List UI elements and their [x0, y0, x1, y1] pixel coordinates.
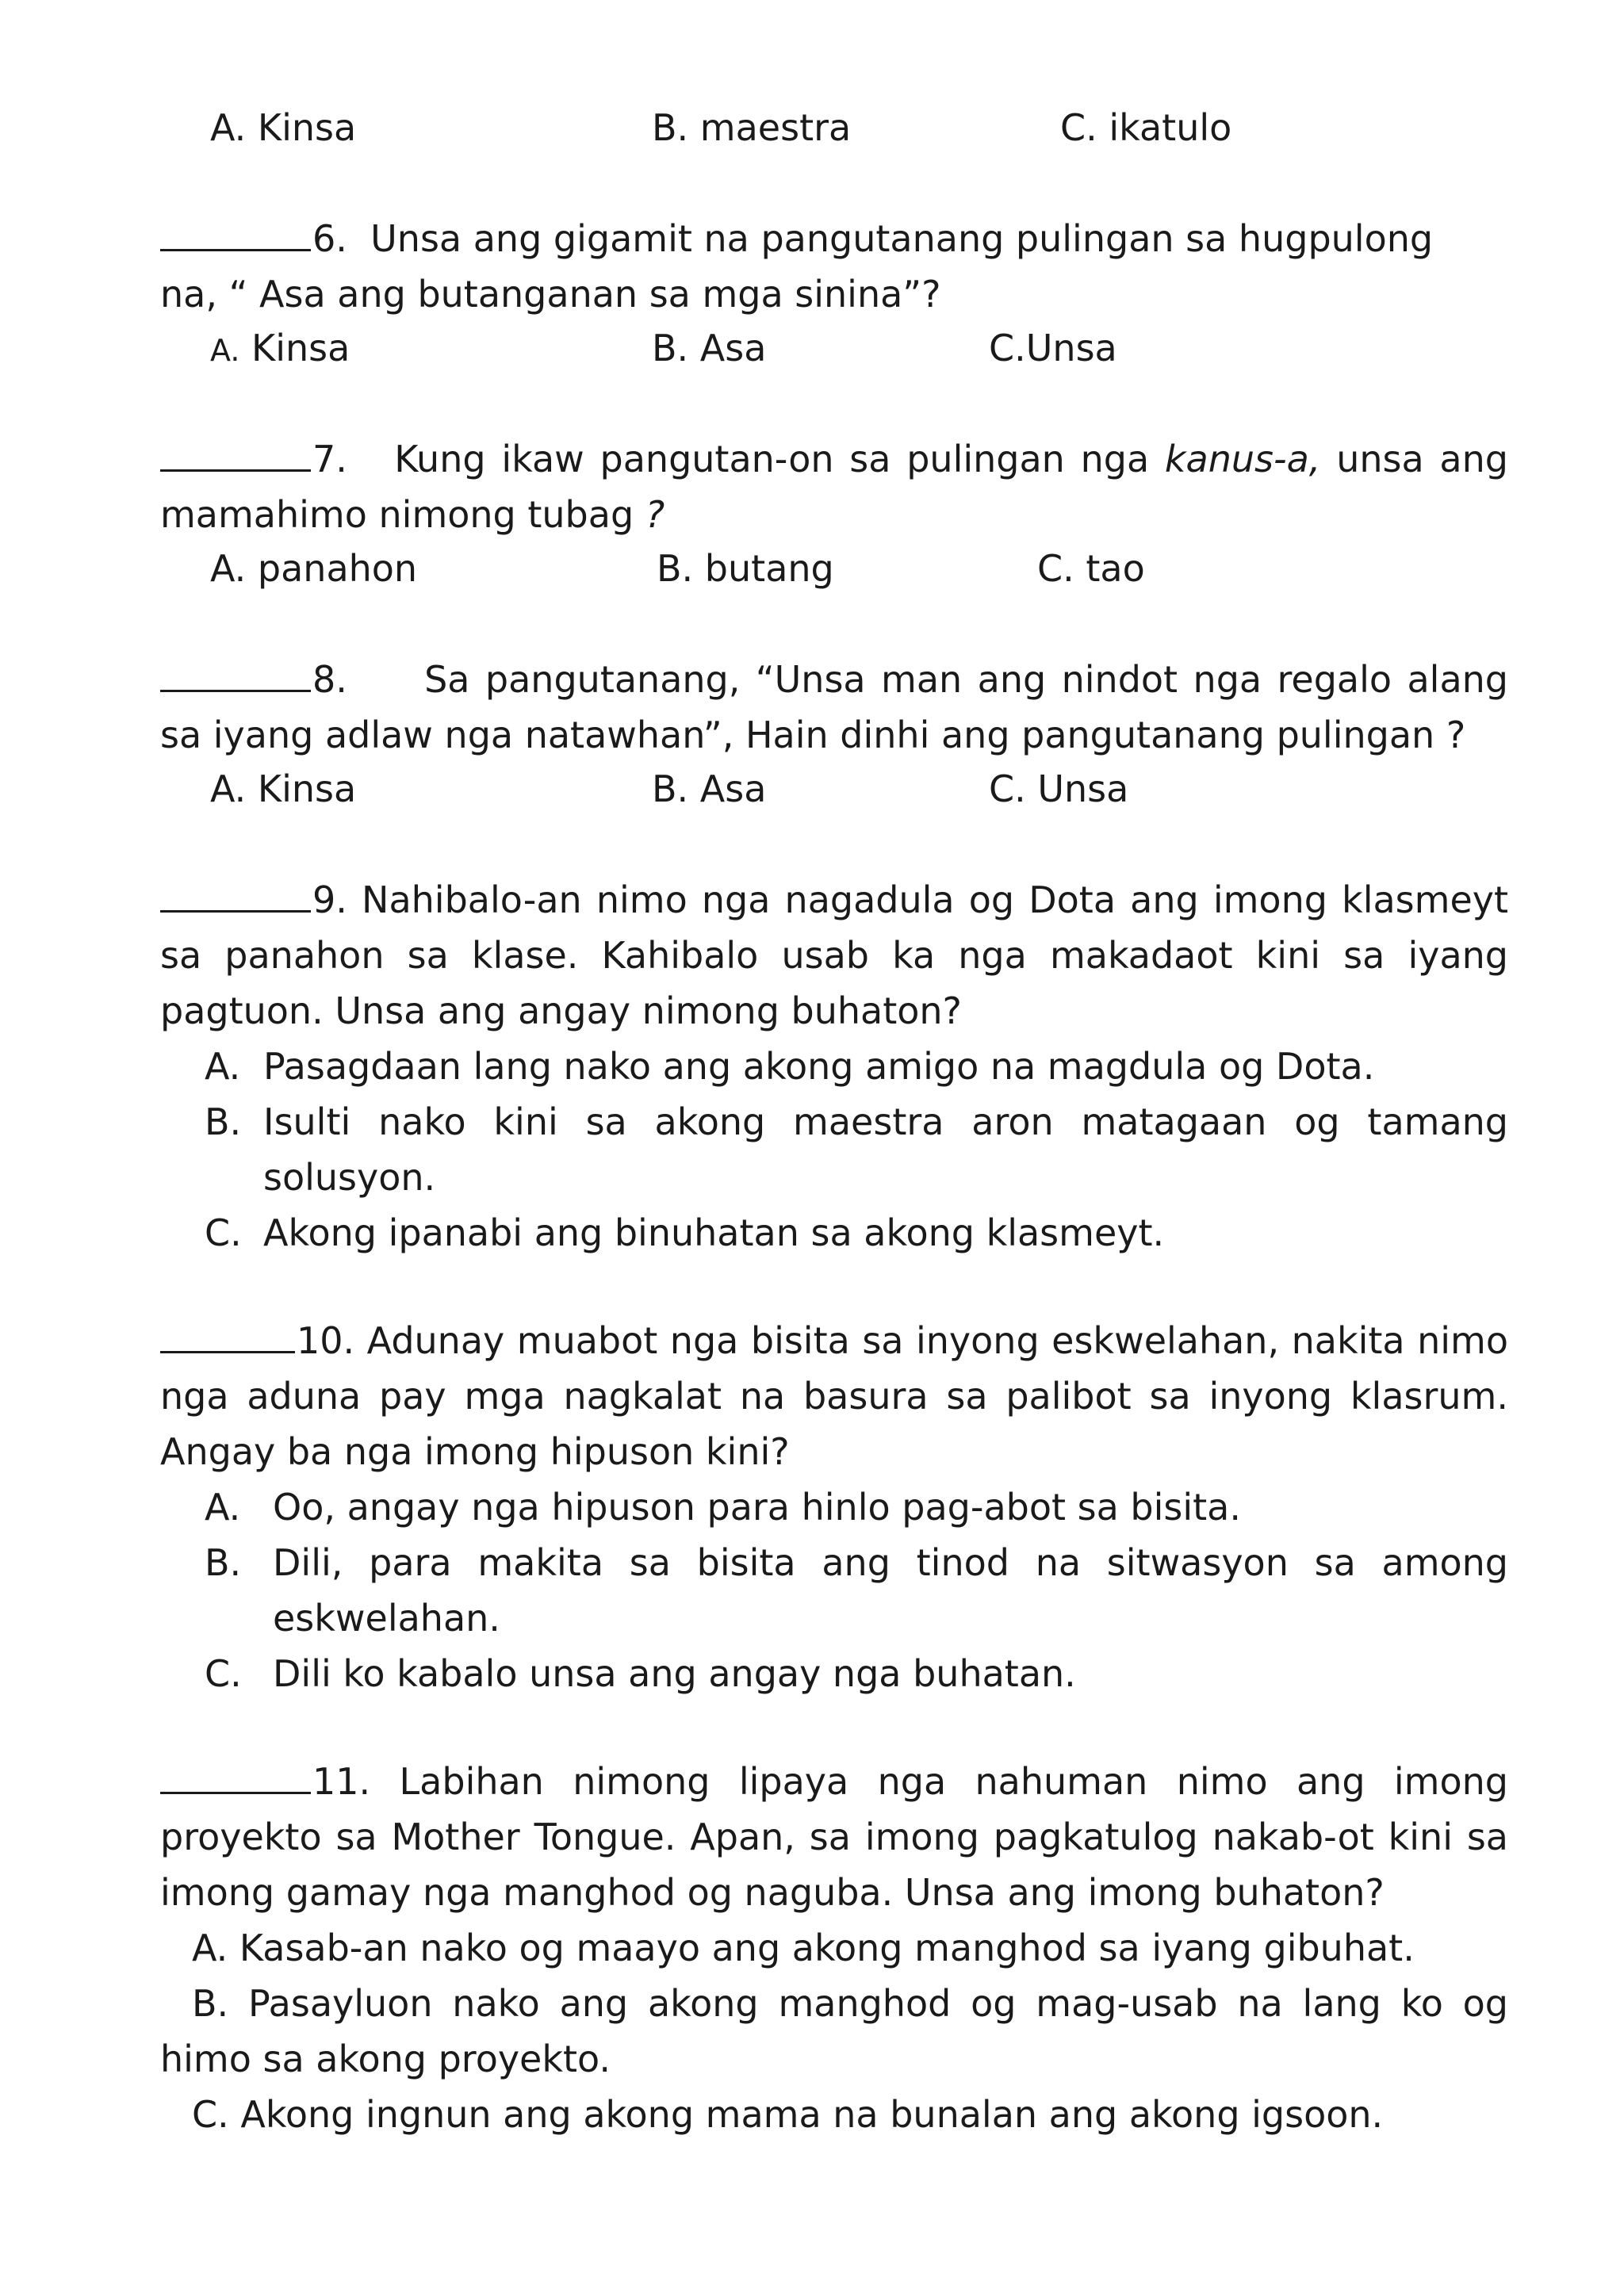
q9-option-c-letter: C.	[205, 1211, 242, 1254]
q10-option-a-text: Oo, angay nga hipuson para hinlo pag-abot sa bisita.	[273, 1486, 1241, 1529]
q10-text-line1: Adunay muabot nga bisita sa inyong eskwelahan, nakita nimo	[366, 1319, 1508, 1362]
q10-number: 10.	[297, 1319, 355, 1362]
q9-line1	[160, 872, 1508, 928]
q11-line1	[160, 1754, 1508, 1809]
q9-option-c-text: Akong ipanabi ang binuhatan sa akong klasmeyt.	[263, 1211, 1165, 1254]
q9-option-a-letter: A.	[205, 1045, 241, 1088]
q10-option-b-text2: eskwelahan.	[273, 1597, 500, 1640]
q8-text-line2: sa iyang adlaw nga natawhan”, Hain dinhi ang pangutanang pulingan ?	[160, 714, 1466, 756]
q8-option-a: A. Kinsa	[210, 767, 357, 810]
answer-blank[interactable]	[160, 1760, 311, 1794]
q8-option-c: C. Unsa	[989, 767, 1129, 810]
q6-option-a	[210, 320, 350, 378]
q10-option-b-text1: Dili, para makita sa bisita ang tinod na sitwasyon sa among	[273, 1541, 1508, 1584]
q7-line1	[160, 431, 1508, 487]
q7-option-c: C. tao	[1037, 547, 1145, 590]
q7-number: 7.	[312, 438, 347, 480]
q9-option-a-text: Pasagdaan lang nako ang akong amigo na magdula og Dota.	[263, 1045, 1375, 1088]
q11-text-line1: Labihan nimong lipaya nga nahuman nimo ang imong	[399, 1760, 1508, 1803]
q10-option-c-text: Dili ko kabalo unsa ang angay nga buhatan.	[273, 1652, 1076, 1695]
q7-text-pre: Kung ikaw pangutan-on sa pulingan nga	[394, 438, 1150, 480]
q10-option-b-letter: B.	[205, 1541, 242, 1584]
q11-option-c: C. Akong ingnun ang akong mama na bunalan ang akong igsoon.	[192, 2093, 1384, 2136]
q6-option-c: C.Unsa	[989, 327, 1117, 369]
q10-line1	[160, 1313, 1508, 1368]
q10-text-line3: Angay ba nga imong hipuson kini?	[160, 1430, 790, 1473]
q6-option-a-text: Kinsa	[251, 327, 350, 369]
q9-text-line3: pagtuon. Unsa ang angay nimong buhaton?	[160, 989, 962, 1032]
q9-option-b-text1: Isulti nako kini sa akong maestra aron matagaan og tamang	[263, 1100, 1508, 1143]
q9-text-line2: sa panahon sa klase. Kahibalo usab ka nga makadaot kini sa iyang	[160, 934, 1508, 977]
q7-text-post: unsa ang	[1336, 438, 1508, 480]
q11-option-b-line1: B. Pasayluon nako ang akong manghod og mag-usab na lang ko og	[192, 1982, 1508, 2025]
q6-option-a-letter: A.	[210, 333, 240, 368]
q6-text-line1: Unsa ang gigamit na pangutanang pulingan sa hugpulong	[370, 217, 1434, 260]
q10-option-c-letter: C.	[205, 1652, 242, 1695]
q10-text-line2: nga aduna pay mga nagkalat na basura sa palibot sa inyong klasrum.	[160, 1375, 1508, 1418]
q9-text-line1: Nahibalo-an nimo nga nagadula og Dota ang imong klasmeyt	[362, 878, 1509, 921]
q11-text-line2: proyekto sa Mother Tongue. Apan, sa imong pagkatulog nakab-ot kini sa	[160, 1816, 1508, 1858]
q8-line1	[160, 652, 1508, 707]
q10-option-a-letter: A.	[205, 1486, 241, 1529]
q5-option-c: C. ikatulo	[1060, 106, 1232, 149]
q8-text-line1: Sa pangutanang, “Unsa man ang nindot nga regalo alang	[424, 658, 1508, 701]
q11-option-a: A. Kasab-an nako og maayo ang akong manghod sa iyang gibuhat.	[192, 1927, 1415, 1969]
q6-option-b: B. Asa	[652, 327, 767, 369]
q6-line1	[160, 211, 1433, 266]
q5-option-b: B. maestra	[652, 106, 852, 149]
q5-option-a: A. Kinsa	[210, 106, 357, 149]
q7-question-mark: ?	[645, 493, 665, 536]
q7-text-line2	[160, 487, 665, 542]
q11-option-b-line2: himo sa akong proyekto.	[160, 2038, 611, 2080]
q7-option-a: A. panahon	[210, 547, 418, 590]
q11-number: 11.	[312, 1760, 371, 1803]
answer-blank[interactable]	[160, 658, 311, 692]
answer-blank[interactable]	[160, 217, 311, 251]
q9-option-b-letter: B.	[205, 1100, 242, 1143]
q8-number: 8.	[312, 658, 347, 701]
answer-blank[interactable]	[160, 438, 311, 472]
q7-text-line2-main: mamahimo nimong tubag	[160, 493, 634, 536]
q9-number: 9.	[312, 878, 347, 921]
answer-blank[interactable]	[160, 1319, 295, 1353]
q9-option-b-text2: solusyon.	[263, 1156, 436, 1199]
q11-text-line3: imong gamay nga manghod og naguba. Unsa ang imong buhaton?	[160, 1871, 1385, 1914]
q7-text-italic: kanus-a,	[1164, 438, 1321, 480]
q6-text-line2: na, “ Asa ang butanganan sa mga sinina”?	[160, 273, 941, 316]
answer-blank[interactable]	[160, 878, 311, 913]
q8-option-b: B. Asa	[652, 767, 767, 810]
q7-option-b: B. butang	[657, 547, 834, 590]
q6-number: 6.	[312, 217, 347, 260]
